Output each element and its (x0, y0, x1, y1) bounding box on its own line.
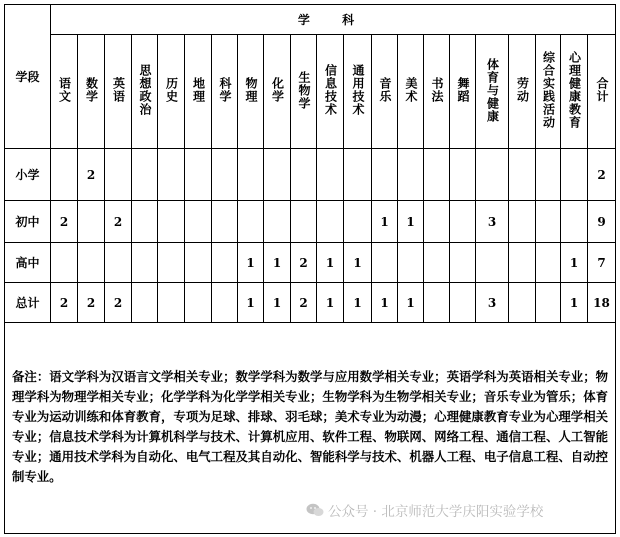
table-cell (536, 201, 561, 243)
subject-header-label: 地理 (191, 77, 206, 103)
table-cell: 2 (105, 201, 132, 243)
subject-header (561, 35, 588, 149)
table-row (5, 201, 616, 243)
subject-header-label: 思想政治 (138, 64, 152, 116)
subject-header (317, 35, 344, 149)
subject-header-label: 历史 (164, 77, 179, 103)
table-cell (509, 243, 536, 283)
table-cell (317, 201, 344, 243)
subject-header (185, 35, 212, 149)
table-cell (212, 149, 238, 201)
table-cell (424, 243, 450, 283)
table-cell: 2 (78, 149, 105, 201)
table-cell (212, 201, 238, 243)
table-cell (372, 243, 398, 283)
table-cell (132, 201, 158, 243)
subject-header-label: 综合实践活动 (541, 51, 556, 129)
table-cell (51, 149, 78, 201)
subject-header (372, 35, 398, 149)
subject-header (588, 35, 616, 149)
table-cell: 2 (291, 243, 317, 283)
table-cell (476, 149, 509, 201)
table-cell: 18 (588, 283, 616, 323)
table-cell (158, 149, 185, 201)
wechat-icon (306, 503, 324, 517)
table-cell: 1 (238, 283, 264, 323)
table-cell (212, 283, 238, 323)
subject-header (424, 35, 450, 149)
table-cell (424, 201, 450, 243)
subject-header-label: 音乐 (378, 77, 392, 103)
table-cell (51, 243, 78, 283)
watermark (306, 500, 543, 520)
table-cell (291, 201, 317, 243)
subject-header (212, 35, 238, 149)
subject-header (51, 35, 78, 149)
table-cell (185, 283, 212, 323)
table-cell (264, 201, 291, 243)
table-cell: 2 (588, 149, 616, 201)
table-cell (424, 283, 450, 323)
subject-header (476, 35, 509, 149)
table-cell (372, 149, 398, 201)
table-row (5, 283, 616, 323)
subject-header (264, 35, 291, 149)
subject-header (105, 35, 132, 149)
subject-header (509, 35, 536, 149)
table-cell (132, 283, 158, 323)
table-cell (450, 283, 476, 323)
table-cell (398, 149, 424, 201)
table-cell (450, 201, 476, 243)
subject-header-label: 书法 (430, 77, 444, 103)
subject-header (78, 35, 105, 149)
table-row (5, 149, 616, 201)
table-cell: 2 (105, 283, 132, 323)
table-cell (317, 149, 344, 201)
table-cell: 1 (561, 243, 588, 283)
stage-header: 学段 (5, 5, 51, 149)
stage-label: 小学 (5, 149, 51, 201)
table-cell: 1 (264, 283, 291, 323)
table-cell: 7 (588, 243, 616, 283)
table-cell (185, 201, 212, 243)
subject-header-label: 心理健康教育 (567, 51, 582, 129)
table-cell: 9 (588, 201, 616, 243)
subject-header-label: 舞蹈 (456, 77, 470, 103)
table-cell (185, 243, 212, 283)
table-cell: 1 (317, 283, 344, 323)
table-cell (105, 149, 132, 201)
subject-header-label: 合计 (595, 77, 609, 103)
table-cell (398, 243, 424, 283)
table-cell (536, 283, 561, 323)
recruitment-table (4, 4, 616, 323)
table-cell: 1 (238, 243, 264, 283)
table-cell (424, 149, 450, 201)
subject-header-label: 生物学 (297, 70, 311, 110)
table-cell (291, 149, 317, 201)
table-cell (450, 149, 476, 201)
table-cell: 3 (476, 283, 509, 323)
subject-header (132, 35, 158, 149)
subject-header (291, 35, 317, 149)
stage-label: 高中 (5, 243, 51, 283)
table-cell (509, 201, 536, 243)
table-cell: 2 (51, 201, 78, 243)
subject-header-label: 信息技术 (323, 64, 338, 116)
table-cell (132, 243, 158, 283)
table-cell (561, 149, 588, 201)
table-cell (561, 201, 588, 243)
table-cell: 3 (476, 201, 509, 243)
subject-header (238, 35, 264, 149)
subject-header-label: 通用技术 (351, 64, 365, 116)
subject-header-label: 美术 (404, 77, 418, 103)
table-cell (185, 149, 212, 201)
table-cell (344, 201, 372, 243)
subject-header (158, 35, 185, 149)
table-cell: 1 (561, 283, 588, 323)
table-cell (509, 149, 536, 201)
table-cell: 1 (344, 243, 372, 283)
stage-label: 总计 (5, 283, 51, 323)
table-cell (536, 149, 561, 201)
subject-header-label: 劳动 (515, 77, 530, 103)
table-cell (536, 243, 561, 283)
subject-header (450, 35, 476, 149)
table-cell (476, 243, 509, 283)
table-cell (212, 243, 238, 283)
subject-header-label: 数学 (84, 77, 99, 103)
table-cell (78, 243, 105, 283)
table-cell: 1 (344, 283, 372, 323)
table-cell (158, 243, 185, 283)
subject-header-label: 体育与健康 (485, 57, 500, 123)
table-row (5, 243, 616, 283)
table-cell (450, 243, 476, 283)
table-cell (264, 149, 291, 201)
table-cell: 2 (51, 283, 78, 323)
table-cell: 1 (372, 283, 398, 323)
table-cell: 2 (291, 283, 317, 323)
table-cell: 2 (78, 283, 105, 323)
table-cell (78, 201, 105, 243)
watermark-text: 公众号 · 北京师范大学庆阳实验学校 (328, 504, 544, 520)
table-cell: 1 (398, 201, 424, 243)
table-cell (132, 149, 158, 201)
notes-paragraph: 备注：语文学科为汉语言文学相关专业；数学学科为数学与应用数学相关专业；英语学科为英语相关专业；物理学科为物理学相关专业；化学学科为化学学相关专业；生物学科为生物学相关专业；音乐专业为管乐；体育专业为运动训练和体育教育，专项为足球、排球、羽毛球；美术专业为动漫；心理健康教育专业为心理学相关专业；信息技术学科为计算机科学与技术、计算机应用、软件工程、物联网、网络工程、通信工程、人工智能专业；通用技术学科为自动化、电气工程及其自动化、智能科学与技术、机器人工程、电子信息工程、自动控制专业。 (12, 369, 608, 484)
table-cell: 1 (398, 283, 424, 323)
table-cell (238, 149, 264, 201)
subject-header-label: 科学 (218, 77, 232, 103)
table-cell (509, 283, 536, 323)
table-cell: 1 (372, 201, 398, 243)
stage-label: 初中 (5, 201, 51, 243)
subject-group-header: 学 科 (51, 5, 616, 35)
subject-header (536, 35, 561, 149)
subject-header-label: 语文 (57, 77, 72, 103)
table-cell (238, 201, 264, 243)
subject-header-label: 化学 (270, 77, 285, 103)
subject-header-label: 英语 (111, 77, 126, 103)
table-cell (105, 243, 132, 283)
subject-header-label: 物理 (244, 77, 258, 103)
table-cell: 1 (264, 243, 291, 283)
table-cell (344, 149, 372, 201)
subject-header (344, 35, 372, 149)
table-cell: 1 (317, 243, 344, 283)
subject-header (398, 35, 424, 149)
table-cell (158, 201, 185, 243)
table-cell (158, 283, 185, 323)
